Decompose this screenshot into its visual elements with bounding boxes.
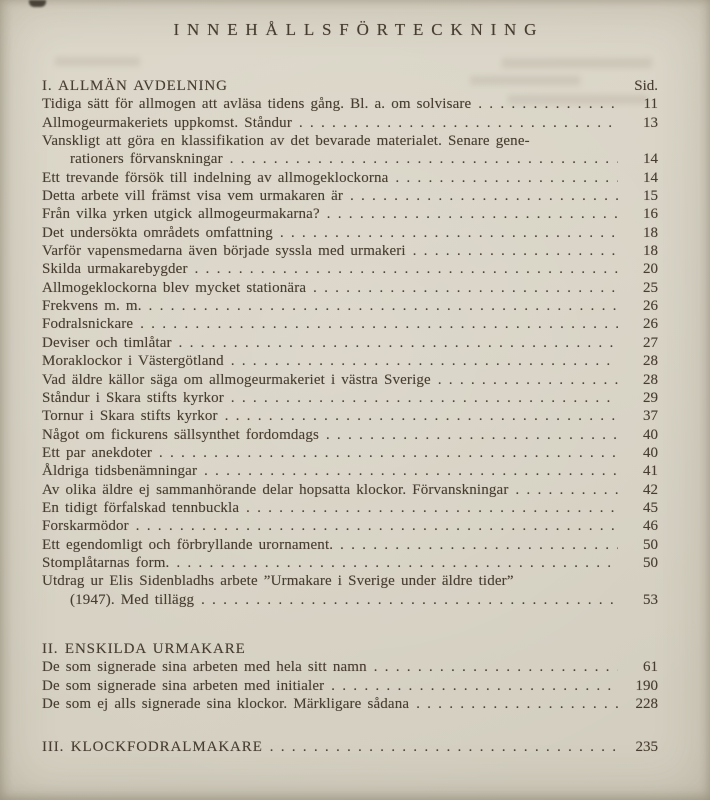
page-number: 14 <box>643 151 658 168</box>
page-number: 27 <box>643 334 658 351</box>
page-number: 42 <box>643 481 658 498</box>
dot-leader <box>350 187 618 205</box>
dot-leader <box>179 334 618 352</box>
toc-entry <box>42 572 658 609</box>
entry-text: Deviser och timlåtar <box>42 334 172 351</box>
dot-leader <box>136 517 618 535</box>
page-number: 18 <box>643 243 658 260</box>
entry-text: Fodralsnickare <box>42 316 134 333</box>
toc-entry <box>42 499 658 517</box>
entry-text: Av olika äldre ej sammanhörande delar hopsatta klockor. Förvanskningar <box>42 481 509 498</box>
entry-text: En tidigt förfalskad tennbuckla <box>42 499 240 516</box>
entry-text: Åldriga tidsbenämningar <box>42 463 198 480</box>
dot-leader <box>340 536 618 554</box>
dot-leader <box>299 114 618 132</box>
dot-leader <box>270 738 618 756</box>
page-number: 18 <box>643 224 658 241</box>
toc-entry <box>42 114 658 132</box>
show-through-mark <box>502 58 652 68</box>
toc-entry <box>42 187 658 205</box>
page-number: 235 <box>635 739 658 756</box>
page-number: 190 <box>635 677 658 694</box>
dot-leader <box>326 426 618 444</box>
toc-section <box>42 640 658 713</box>
dot-leader <box>246 499 618 517</box>
toc-entry <box>42 517 658 535</box>
entry-text: De som signerade sina arbeten med initialer <box>42 677 325 694</box>
entry-text: Forskarmödor <box>42 518 129 535</box>
toc-entry <box>42 481 658 499</box>
dot-leader <box>195 260 618 278</box>
toc-entry <box>42 658 658 676</box>
toc-entry <box>42 352 658 370</box>
entry-continuation <box>42 591 658 609</box>
entry-text: Tornur i Skara stifts kyrkor <box>42 408 218 425</box>
toc-entry <box>42 260 658 278</box>
page-number: 228 <box>635 696 658 712</box>
entry-text: Allmogeklockorna blev mycket stationära <box>42 279 307 296</box>
show-through-mark <box>55 57 140 66</box>
page-number: 61 <box>643 659 658 676</box>
dot-leader <box>515 481 618 499</box>
toc-entry <box>42 132 658 169</box>
toc-entry <box>42 407 658 425</box>
entry-continuation <box>42 150 658 168</box>
page-number: 13 <box>643 114 658 131</box>
toc-section <box>42 738 658 756</box>
entry-text: Allmogeurmakeriets uppkomst. Ståndur <box>42 114 292 131</box>
entry-text: Vad äldre källor säga om allmogeurmakeriet i västra Sverige <box>42 371 431 388</box>
page-number: 41 <box>643 463 658 480</box>
entry-text: Från vilka yrken utgick allmogeurmakarna? <box>42 206 320 223</box>
page-number: 50 <box>643 536 658 553</box>
toc-entry <box>42 95 658 113</box>
toc-entry <box>42 169 658 187</box>
toc-entry <box>42 677 658 695</box>
section-heading <box>42 640 658 658</box>
entry-text: Detta arbete vill främst visa vem urmakaren är <box>42 188 344 205</box>
page-number: 15 <box>643 188 658 205</box>
toc-entry <box>42 554 658 572</box>
entry-text: De som ej alls signerade sina klockor. Märkligare sådana <box>42 696 410 712</box>
page-number: 40 <box>643 444 658 461</box>
entry-text: Det undersökta områdets omfattning <box>42 224 273 241</box>
toc-entry <box>42 205 658 223</box>
dot-leader <box>395 169 618 187</box>
entry-text-line2: rationers förvanskningar <box>70 151 223 168</box>
entry-text: De som signerade sina arbeten med hela sitt namn <box>42 659 367 676</box>
page-column-label: Sid. <box>634 78 658 94</box>
dot-leader <box>230 150 618 168</box>
entry-text: Något om fickurens sällsynthet fordomdags <box>42 426 319 443</box>
section-heading-text: III. KLOCKFODRALMAKARE <box>42 739 263 756</box>
dot-leader <box>140 315 618 333</box>
dot-leader <box>438 371 618 389</box>
dot-leader <box>416 695 618 713</box>
page-number: 28 <box>643 353 658 370</box>
entry-text: Ståndur i Skara stifts kyrkor <box>42 389 224 406</box>
page-number: 50 <box>643 554 658 571</box>
entry-text: Ett par anekdoter <box>42 444 153 461</box>
page-number: 37 <box>643 408 658 425</box>
page-number: 16 <box>643 206 658 223</box>
entry-text-line2: (1947). Med tillägg <box>70 591 195 608</box>
page-number: 29 <box>643 389 658 406</box>
toc-entry <box>42 224 658 242</box>
page-number: 46 <box>643 518 658 535</box>
dot-leader <box>413 242 618 260</box>
entry-text: Skilda urmakarebygder <box>42 261 188 278</box>
entry-text: Ett egendomligt och förbryllande urornament. <box>42 536 334 553</box>
dot-leader <box>231 352 618 370</box>
page-number: 26 <box>643 316 658 333</box>
toc-entry <box>42 297 658 315</box>
dot-leader <box>225 407 618 425</box>
toc-entry <box>42 279 658 297</box>
entry-text-line1: Utdrag ur Elis Sidenbladhs arbete ”Urmakare i Sverige under äldre tider” <box>42 573 514 590</box>
section-heading <box>42 738 658 756</box>
section-heading <box>42 77 658 95</box>
toc-entry <box>42 536 658 554</box>
entry-text: Varför vapensmedarna även började syssla med urmakeri <box>42 243 406 260</box>
dot-leader <box>159 444 618 462</box>
section-heading-text: II. ENSKILDA URMAKARE <box>42 640 246 657</box>
page-number: 28 <box>643 371 658 388</box>
toc-entry <box>42 334 658 352</box>
page-number: 40 <box>643 426 658 443</box>
toc-entry <box>42 695 658 713</box>
section-heading-text: I. ALLMÄN AVDELNING <box>42 78 228 94</box>
dot-leader <box>149 297 618 315</box>
entry-text: Stomplåtarnas form. <box>42 554 170 571</box>
table-of-contents <box>42 77 658 757</box>
toc-entry <box>42 426 658 444</box>
dot-leader <box>327 205 618 223</box>
page-title: INNEHÅLLSFÖRTECKNING <box>173 20 545 39</box>
page-number: 53 <box>643 591 658 608</box>
toc-entry <box>42 444 658 462</box>
page-number: 14 <box>643 169 658 186</box>
dot-leader <box>280 224 618 242</box>
entry-text: Tidiga sätt för allmogen att avläsa tidens gång. Bl. a. om solvisare <box>42 96 472 113</box>
page-number: 20 <box>643 261 658 278</box>
page-number: 11 <box>643 96 658 113</box>
dot-leader <box>374 658 618 676</box>
toc-entry <box>42 371 658 389</box>
page-number: 45 <box>643 499 658 516</box>
dot-leader <box>313 279 618 297</box>
toc-entry <box>42 462 658 480</box>
scan-smudge <box>29 0 46 7</box>
entry-text-line1: Vanskligt att göra en klassifikation av det bevarade materialet. Senare gene- <box>42 133 530 150</box>
dot-leader <box>201 591 618 609</box>
dot-leader <box>478 95 618 113</box>
entry-text: Frekvens m. m. <box>42 298 142 315</box>
dot-leader <box>204 462 618 480</box>
dot-leader <box>331 677 618 695</box>
toc-entry <box>42 389 658 407</box>
toc-entry <box>42 242 658 260</box>
page-number: 25 <box>643 279 658 296</box>
entry-text: Ett trevande försök till indelning av allmogeklockorna <box>42 169 389 186</box>
page-number: 26 <box>643 298 658 315</box>
toc-section <box>42 77 658 609</box>
entry-text: Moraklockor i Västergötland <box>42 353 224 370</box>
dot-leader <box>176 554 618 572</box>
dot-leader <box>231 389 618 407</box>
toc-entry <box>42 315 658 333</box>
